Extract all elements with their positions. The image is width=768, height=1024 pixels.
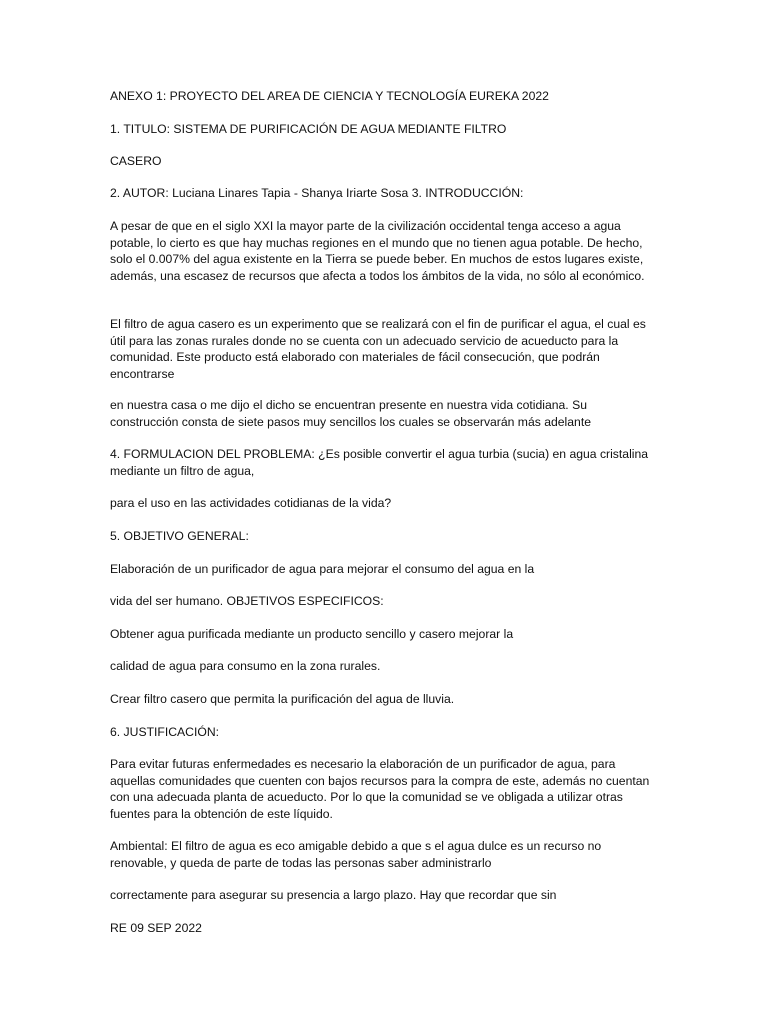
environmental-paragraph-1: Ambiental: El filtro de agua es eco amigable debido a que s el agua dulce es un recurso no renovable, y queda de parte de todas las personas saber administrarlo (110, 839, 602, 870)
received-stamp: RE 09 SEP 2022 (110, 921, 202, 935)
objective-heading: 5. OBJETIVO GENERAL: (110, 529, 249, 543)
intro-paragraph-1: A pesar de que en el siglo XXI la mayor parte de la civilización occidental tenga acceso a agua potable, lo cierto es que hay muchas regiones en el mundo que no tienen agua potable. De hecho, solo el 0.007% del agua existente en la Tierra se puede beber. En muchos de estos lugares existe, además, una escasez de recursos que afecta a todos los ámbitos de la vida, no sólo al económico. (110, 219, 645, 283)
problem-paragraph-1: 4. FORMULACION DEL PROBLEMA: ¿Es posible convertir el agua turbia (sucia) en agua cristalina mediante un filtro de agua, (110, 447, 649, 478)
justification-heading: 6. JUSTIFICACIÓN: (110, 725, 220, 739)
title-continuation: CASERO (110, 154, 162, 168)
title-line: 1. TITULO: SISTEMA DE PURIFICACIÓN DE AGUA MEDIANTE FILTRO (110, 122, 507, 136)
problem-paragraph-2: para el uso en las actividades cotidianas de la vida? (110, 496, 392, 510)
specific-objective-2: calidad de agua para consumo en la zona rurales. (110, 659, 381, 673)
author-line: 2. AUTOR: Luciana Linares Tapia - Shanya Iriarte Sosa 3. INTRODUCCIÓN: (110, 186, 524, 200)
document-heading: ANEXO 1: PROYECTO DEL AREA DE CIENCIA Y TECNOLOGÍA EUREKA 2022 (110, 89, 549, 103)
environmental-paragraph-2: correctamente para asegurar su presencia a largo plazo. Hay que recordar que sin (110, 888, 557, 902)
intro-paragraph-2: El filtro de agua casero es un experimento que se realizará con el fin de purificar el agua, el cual es útil para las zonas rurales donde no se cuenta con un adecuado servicio de acueducto para la comunidad. Este producto está elaborado con materiales de fácil consecución, que podrán encontrarse (110, 317, 646, 381)
specific-objective-3: Crear filtro casero que permita la purificación del agua de lluvia. (110, 692, 455, 706)
specific-objective-1: Obtener agua purificada mediante un producto sencillo y casero mejorar la (110, 627, 514, 641)
objective-paragraph-1: Elaboración de un purificador de agua para mejorar el consumo del agua en la (110, 562, 535, 576)
objective-paragraph-2: vida del ser humano. OBJETIVOS ESPECIFICOS: (110, 594, 384, 608)
justification-paragraph: Para evitar futuras enfermedades es necesario la elaboración de un purificador de agua, para aquellas comunidades que cuenten con bajos recursos para la compra de este, además no cuentan con una adecuada planta de acueducto. Por lo que la comunidad se ve obligada a utilizar otras fuentes para la obtención de este líquido. (110, 757, 650, 821)
intro-paragraph-3: en nuestra casa o me dijo el dicho se encuentran presente en nuestra vida cotidiana. Su construcción consta de siete pasos muy sencillos los cuales se observarán más adelante (110, 398, 591, 429)
